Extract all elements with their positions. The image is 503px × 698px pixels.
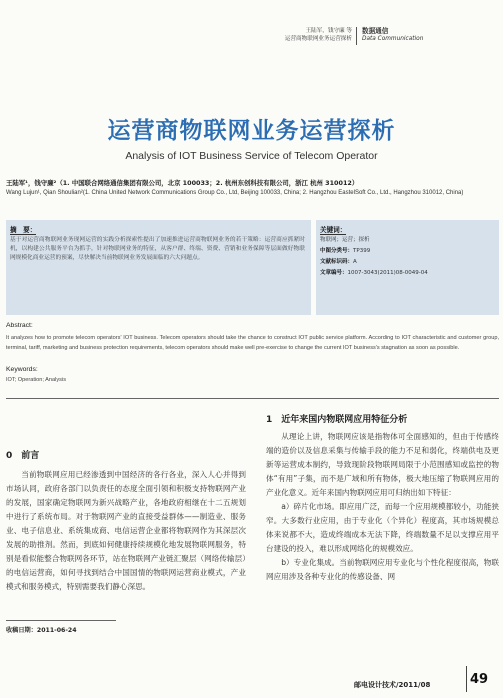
section-1-paragraph-2: a）碎片化市场。即应用广泛，而每一个应用规模都较小，功能狭窄。大多数行业应用，由于专业化（个异化）程度高，其市场规模总体来说都不大，造成终端成本无法下降，终端数量不足以支撑应用平台建设的投入，难以形成网络化的规模效应。 bbox=[266, 502, 499, 553]
page-number: 49 bbox=[470, 672, 489, 687]
keywords-cn-box bbox=[316, 220, 499, 315]
abstract-cn-text: 基于对运营商物联网业务现网运营的实践分析探索性提出了加速推进运营商物联网业务的若干策略：运营商应抓紧时机，以构建公共服务平台为抓手，针对物联网业务的特征，从客户群、终端、资费、营销和业务保障等层面做好物联网规模化商业运营的预案，尽快解决当前物联网业务发展面临的六大问题点。 bbox=[10, 237, 305, 261]
authors-en: Wang Lujun¹, Qian Shoulian²(1. China United Network Communications Group Co., Ltd, Beijing 100033, China; 2. Hangzhou EastelSoft Co., Ltd., Hangzhou 310012, China) bbox=[6, 190, 464, 196]
clc-label: 中图分类号： bbox=[320, 248, 354, 254]
article-number-value: 1007-3043(2011)08-0049-04 bbox=[347, 270, 428, 276]
clc-number bbox=[320, 246, 495, 256]
section-1-body bbox=[266, 430, 499, 584]
running-header-author-names: 王陆军，钱守廉 等 bbox=[305, 28, 352, 34]
article-number bbox=[320, 268, 495, 278]
abstract-cn-box bbox=[6, 220, 311, 315]
section-0-body bbox=[6, 468, 246, 594]
document-code-value: A bbox=[353, 259, 357, 265]
section-1-paragraph-3: b）专业化集成。当前物联网应用专业化与个性化程度很高，物联网应用涉及各种专业化的传感设备、网 bbox=[266, 558, 499, 581]
authors-cn: 王陆军¹，钱守廉²（1. 中国联合网络通信集团有限公司，北京 100033；2. 杭州东创科技有限公司，浙江 杭州 310012） bbox=[6, 179, 359, 187]
header-divider bbox=[6, 398, 499, 399]
journal-name-cn: 数据通信 bbox=[362, 27, 389, 35]
section-0-heading: 0 前言 bbox=[6, 451, 40, 461]
section-1-paragraph-1: 从理论上讲，物联网应该是指物体可全面感知的，但由于传感终端的造价以及信息采集与传输手段的能力不足和弱化，终端供电及更新等运营成本制约，导致现阶段物联网局限于小范围感知或监控的物体“有用”子集，而不是广域和所有物体，极大地压缩了物联网应用的产业化意义。近年来国内物联网应用可归纳出如下特征： bbox=[266, 432, 499, 497]
abstract-cn-heading: 摘 要： bbox=[10, 226, 37, 234]
paper-title-cn: 运营商物联网业务运营探析 bbox=[107, 118, 396, 144]
footnote-divider bbox=[6, 620, 116, 621]
page-number-divider bbox=[466, 666, 467, 692]
keywords-en-text: IOT; Operation; Analysis bbox=[6, 377, 67, 383]
paper-title-en: Analysis of IOT Business Service of Telecom Operator bbox=[125, 150, 378, 162]
received-date: 收稿日期：2011-06-24 bbox=[6, 627, 77, 634]
clc-value: TP399 bbox=[353, 248, 371, 254]
document-code-label: 文献标识码： bbox=[320, 259, 354, 265]
article-number-label: 文章编号： bbox=[320, 270, 348, 276]
keywords-en-heading: Keywords: bbox=[6, 366, 38, 373]
abstract-en-heading: Abstract: bbox=[6, 322, 33, 329]
running-header-authors bbox=[262, 27, 352, 43]
keywords-cn-text: 物联网；运营；探析 bbox=[320, 237, 370, 243]
section-1-heading: 1 近年来国内物联网应用特征分析 bbox=[266, 415, 408, 425]
running-header-journal bbox=[362, 27, 423, 43]
abstract-en-text: It analyzes how to promote telecom operators' IOT business. Telecom operators should take the chance to construct IOT public service platform. According to IOT characteristic and customer group, terminal, tariff, marketing and business protection requirements, telecom operators should make well pre-exercise to change the current IOT business's stagnation as soon as possible. bbox=[6, 335, 499, 351]
running-header-article-title: 运营商物联网业务运营探析 bbox=[284, 36, 352, 42]
keywords-cn-heading: 关键词： bbox=[320, 226, 347, 234]
journal-name-en: Data Communication bbox=[362, 36, 424, 42]
footer-journal-issue: 邮电设计技术/2011/08 bbox=[354, 681, 431, 689]
document-code bbox=[320, 257, 495, 267]
running-header-separator bbox=[356, 27, 357, 45]
section-0-paragraph: 当前物联网应用已经渗透到中国经济的各行各业，深入人心并得到市场认同，政府各部门以负责任的态度全面引领和积极支持物联网产业的发展，国家确定物联网为新兴战略产业，各地政府相继在十二五规划中进行了系统布局。对于物联网产业的直接受益群体——制造业、服务业、电子信息业、系统集成商、电信运营企业都将物联网作为其深层次发展的助推剂。然而，到底如何健康持续规模化地发展物联网服务，特别是看似能整合物联网各环节，站在物联网产业链汇聚层（网络传输层）的电信运营商，如何寻找到结合中国国情的物联网运营商业模式，产业模式和服务模式，特别需要我们静心深思。 bbox=[6, 470, 246, 591]
